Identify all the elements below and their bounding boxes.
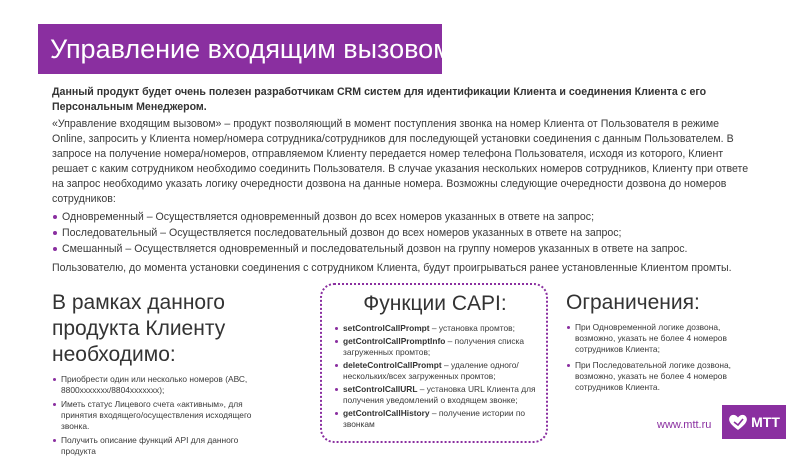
function-desc: – получение истории по звонкам — [343, 408, 526, 429]
intro-section — [52, 85, 752, 276]
page-title: Управление входящим вызовом — [38, 24, 442, 74]
limitations-list — [566, 322, 751, 393]
mtt-logo — [722, 405, 786, 439]
requirements-list — [52, 374, 252, 457]
capi-function-item — [334, 336, 536, 358]
function-name: deleteControlCallPrompt — [343, 360, 442, 370]
function-desc: – установка URL Клиента для получения уведомлений о входящем звонке; — [343, 384, 536, 405]
function-name: getControlCallPromptInfo — [343, 336, 446, 346]
requirement-item: Приобрести один или несколько номеров (АВС, 8800xxxxxxx/8804xxxxxxx); — [52, 374, 252, 396]
capi-function-item — [334, 323, 536, 334]
requirements-column — [52, 290, 307, 460]
capi-functions-list — [334, 323, 536, 430]
function-desc: – удаление одного/нескольких/всех загруженных промтов; — [343, 360, 519, 381]
capi-function-item — [334, 408, 536, 430]
dial-mode-item: Одновременный – Осуществляется одновременный дозвон до всех номеров указанных в ответе на запрос; — [52, 209, 752, 225]
capi-function-item — [334, 384, 536, 406]
dial-mode-item: Последовательный – Осуществляется последовательный дозвон до всех номеров указанных в ответе на запрос; — [52, 225, 752, 241]
capi-functions-box — [320, 283, 548, 443]
requirement-item: Получить описание функций API для данного продукта — [52, 435, 252, 457]
requirement-item: Иметь статус Лицевого счета «активным», для принятия входящего/осуществления исходящего звонка. — [52, 399, 252, 432]
requirements-heading: В рамках данного продукта Клиенту необходимо: — [52, 291, 226, 366]
intro-description: «Управление входящим вызовом» – продукт позволяющий в момент поступления звонка на номер Клиента от Пользователя в режиме Online, запросить у Клиента номер/номера сотрудника/сотрудников для последующей установки соединения с данным Пользователем. В запросе на получение номера/номеров, отправляемом Клиенту передается номер телефона Пользователя, исходя из которого, Клиент решает с каким сотрудником необходимо соединить Пользователя. В случае указания нескольких номеров сотрудников, Клиенту при ответе на запрос необходимо указать логику очередности дозвона на данные номера. Возможны следующие очередности дозвона до номеров сотрудников: — [52, 118, 749, 205]
limitations-column — [566, 290, 766, 398]
function-name: getControlCallHistory — [343, 408, 430, 418]
capi-function-item — [334, 360, 536, 382]
logo-text: МТТ — [751, 414, 780, 430]
limitation-item: При Последовательной логике дозвона, возможно, указать не более 4 номеров сотрудников Клиента. — [566, 360, 751, 393]
capi-heading: Функции CAPI: — [363, 292, 507, 315]
limitation-item: При Одновременной логике дозвона, возможно, указать не более 4 номеров сотрудников Клиента; — [566, 322, 751, 355]
intro-lead: Данный продукт будет очень полезен разработчикам CRM систем для идентификации Клиента и соединения Клиента с его Персональным Менеджером. — [52, 86, 707, 113]
function-name: setControlCallPrompt — [343, 323, 430, 333]
website-link[interactable]: www.mtt.ru — [657, 419, 712, 431]
function-desc: – установка промтов; — [429, 323, 515, 333]
dial-mode-item: Смешанный – Осуществляется одновременный и последовательный дозвон на группу номеров указанных в ответе на запрос. — [52, 241, 752, 257]
heart-icon — [728, 413, 748, 431]
function-desc: – получения списка загруженных промтов; — [343, 336, 525, 357]
intro-closing: Пользователю, до момента установки соединения с сотрудником Клиента, будут проигрываться ранее установленные Клиентом промты. — [52, 262, 732, 274]
dial-modes-list — [52, 209, 752, 257]
function-name: setControlCallURL — [343, 384, 418, 394]
limitations-heading: Ограничения: — [566, 291, 700, 314]
